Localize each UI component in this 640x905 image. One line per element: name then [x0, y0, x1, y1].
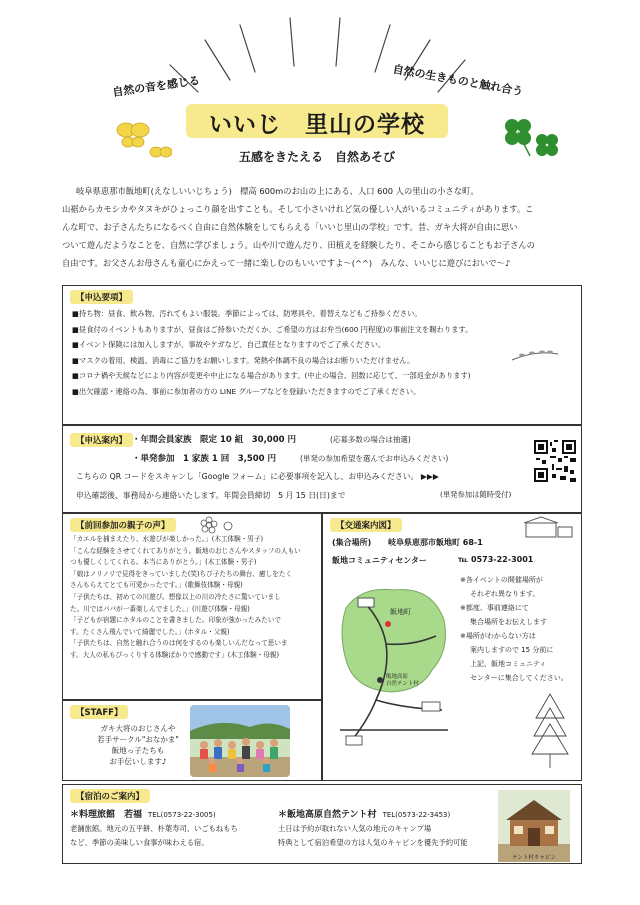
inn-desc-line: 老舗旅館。地元の五平餅、朴葉寿司、いごもねもち: [70, 824, 238, 833]
intro-paragraph: [62, 182, 582, 272]
tag-feel-nature-sounds: 自然の音を感じる: [111, 73, 201, 100]
inn-name: ＊料理旅館 若福: [70, 810, 143, 820]
meeting-place-label: (集合場所): [332, 538, 372, 547]
inn-name-row: [70, 808, 270, 822]
intro-line: 岐阜県恵那市飯地町(えなしいいじちょう) 標高 600mのお山の上にある、人口 600 人の里山の小さな町。: [76, 186, 479, 196]
application-list: [72, 306, 572, 399]
list-item: 「こんな経験をさせてくれてありがとう。飯地のおじさんやスタッフの人もい: [70, 546, 301, 555]
list-item: た。川ではパパが一番楽しんでました。」(川遊び体験・母親): [70, 604, 250, 613]
list-item: す。たくさん飛んでいて綺麗でした。」(ホタル・父親): [70, 627, 230, 636]
cabin-photo: [498, 790, 570, 862]
list-item: ■出欠確認・連絡の為、事前に参加者の方の LINE グループなどを登録いただきますのでご了承ください。: [72, 386, 421, 396]
camp-desc-line: 土日は予約が取れない人気の地元のキャンプ場: [278, 824, 432, 833]
annual-member-note: (応募多数の場合は抽選): [330, 435, 411, 444]
list-item: さんもらえてとても可愛かったです。」(歌舞伎体験・母親): [70, 581, 243, 590]
cabin-caption: テント村キャビン: [512, 855, 556, 861]
list-item: ■マスクの着用、検温、消毒にご協力をお願いします。発熱や体調不良の場合はお断りいただけません。: [72, 355, 415, 365]
tag-touch-nature-creatures: 自然の生きものと触れ合う: [391, 62, 525, 99]
staff-group-photo: [190, 705, 290, 777]
community-center-tel: ℡ 0573-22-3001: [458, 555, 534, 564]
page-title: いいじ 里山の学校: [209, 112, 425, 138]
participant-voices-list: [70, 534, 318, 662]
staff-heading: 【STAFF】: [70, 705, 128, 719]
access-note: ※各イベントの開催場所が: [460, 576, 543, 584]
single-participation-plan: ・単発参加 1 家族 1 回 3,500 円: [132, 454, 277, 464]
camp-name-row: [278, 808, 496, 822]
tree-sketch-icon: [530, 690, 570, 770]
list-item: ■イベント保険には加入しますが、事故やケガなど、自己責任となりますのでご了承ください。: [72, 340, 386, 349]
list-item: 「子供たちは、初めての川遊び。想像以上の川の冷たさに驚いていまし: [70, 592, 281, 601]
access-note: 案内しますので 15 分前に: [470, 646, 554, 654]
inn-tel: TEL(0573-22-3005): [148, 811, 216, 819]
participant-voices-heading: 【前回参加の親子の声】: [70, 518, 176, 532]
page-subtitle: 五感をきたえる 自然あそび: [238, 150, 395, 164]
list-item: 「カエルを捕まえたり、水遊びが楽しかった。」(木工体験・男子): [70, 535, 264, 543]
community-center-name: 飯地コミュニティセンター: [332, 556, 427, 565]
flower-icon: [200, 516, 240, 534]
list-item: 「娘はノリノリで見得をきっていました(笑)ちび子たちの舞台、癒しをたく: [70, 569, 292, 578]
access-map[interactable]: [332, 580, 454, 770]
registration-heading: 【申込案内】: [70, 433, 133, 447]
inn-desc-line: など、季節の美味しい食事が味わえる宿。: [70, 838, 209, 847]
staff-speech-line: 若手サークル"おなかま": [97, 735, 179, 744]
lodging-campsite: [278, 808, 496, 850]
leaf-sprig-icon: [510, 348, 560, 364]
butterfly-icon: [112, 116, 172, 166]
access-note: ※都度、事前連絡にて: [460, 604, 529, 612]
application-heading: 【申込要項】: [70, 290, 133, 304]
lodging-heading: 【宿泊のご案内】: [70, 789, 150, 803]
access-notes: [460, 573, 578, 685]
access-heading: 【交通案内図】: [330, 518, 402, 532]
single-participation-note: (単発の参加希望を選んでお申込みください): [300, 454, 449, 463]
list-item: つも優しくしてくれる。本当にありがとう。」(木工体験・男子): [70, 558, 257, 567]
clover-icon: [500, 112, 560, 162]
access-note: ※場所がわからない方は: [460, 632, 536, 640]
list-item: ■昼食付のイベントもありますが、昼食はご持参いただくか、ご希望の方はお弁当(600 円程度)の事前注文を賜わります。: [72, 324, 473, 334]
staff-speech-line: ガキ大将のおじさんや: [100, 724, 176, 733]
intro-line: ついて遊んだようなことを、自然に学びましょう。山や川で遊んだり、田植えを経験したり、そこから感じることもお子さんの: [62, 240, 535, 250]
lodging-inn: [70, 808, 270, 850]
camp-name: ＊飯地高原自然テント村: [278, 810, 377, 820]
qr-instruction: こちらの QR コードをスキャンし「Google フォーム」に必要事項を記入し、お申込みください。 ▶▶▶: [76, 472, 439, 481]
access-note: それぞれ異なります。: [470, 590, 540, 598]
list-item: 「子供たちは、自然と触れ合うのは何をするのも楽しいんだなって思いま: [70, 639, 288, 648]
access-note: センターに集合してください。: [470, 674, 568, 682]
annual-member-plan: ・年間会員家族 限定 10 組 30,000 円: [132, 435, 297, 445]
intro-line: 自由です。お父さんお母さんも童心にかえって一緒に楽しむのもいいですよ～(^^) みんな、いいじに遊びにおいで～♪: [62, 258, 511, 268]
list-item: 「子どもが宿題にホタルのことを書きました。印象が強かったみたいで: [70, 616, 281, 625]
intro-line: 山裾からカモシカやタヌキがひょっこり顔を出すことも。そして小さいけれど気の優しい人がいるコミュニティがあります。こ: [62, 204, 534, 214]
list-item: ■持ち物：昼食、飲み物、汚れてもよい服装。季節によっては、防寒具や、着替えなどもご持参ください。: [72, 309, 422, 318]
camp-tel: TEL(0573-22-3453): [382, 811, 451, 819]
list-item: す。大人の私もびっくりする体験ばかりで感動です」(木工体験・母親): [70, 650, 280, 659]
header-burst-lines: [0, 0, 640, 200]
map-label-campsite-line1: 飯地高原: [386, 674, 409, 680]
staff-speech-line: 飯地っ子たちも: [111, 746, 165, 755]
camp-desc-line: 特典として宿泊希望の方は人気のキャビンを優先予約可能: [278, 838, 468, 847]
access-note: 上記、飯地コミュニティ: [470, 660, 547, 668]
intro-line: んな町で、お子さんたちになるべく自由に自然体験をしてもらえる「いいじ里山の学校」です。昔、ガキ大将が自由に思い: [62, 222, 518, 232]
deadline-note: (単発参加は随時受付): [440, 490, 512, 499]
map-label-campsite-line2: 自然テント村: [386, 681, 419, 687]
meeting-address: 岐阜県恵那市飯地町 68-1: [388, 538, 483, 547]
deadline-line: 申込確認後、事務局から連絡いたします。年間会員締切 5 月 15 日(日)まで: [76, 491, 346, 500]
map-label-town: 飯地町: [390, 608, 411, 616]
access-note: 集合場所をお伝えします: [470, 618, 547, 626]
community-center-building-icon: [520, 515, 576, 541]
staff-speech: [86, 723, 190, 767]
list-item: ■コロナ禍や天候などにより内容が変更や中止になる場合があります。(中止の場合、回数に応じて、一部返金があります): [72, 371, 471, 380]
staff-speech-line: お手伝いします♪: [109, 757, 167, 766]
qr-code[interactable]: [534, 440, 576, 482]
